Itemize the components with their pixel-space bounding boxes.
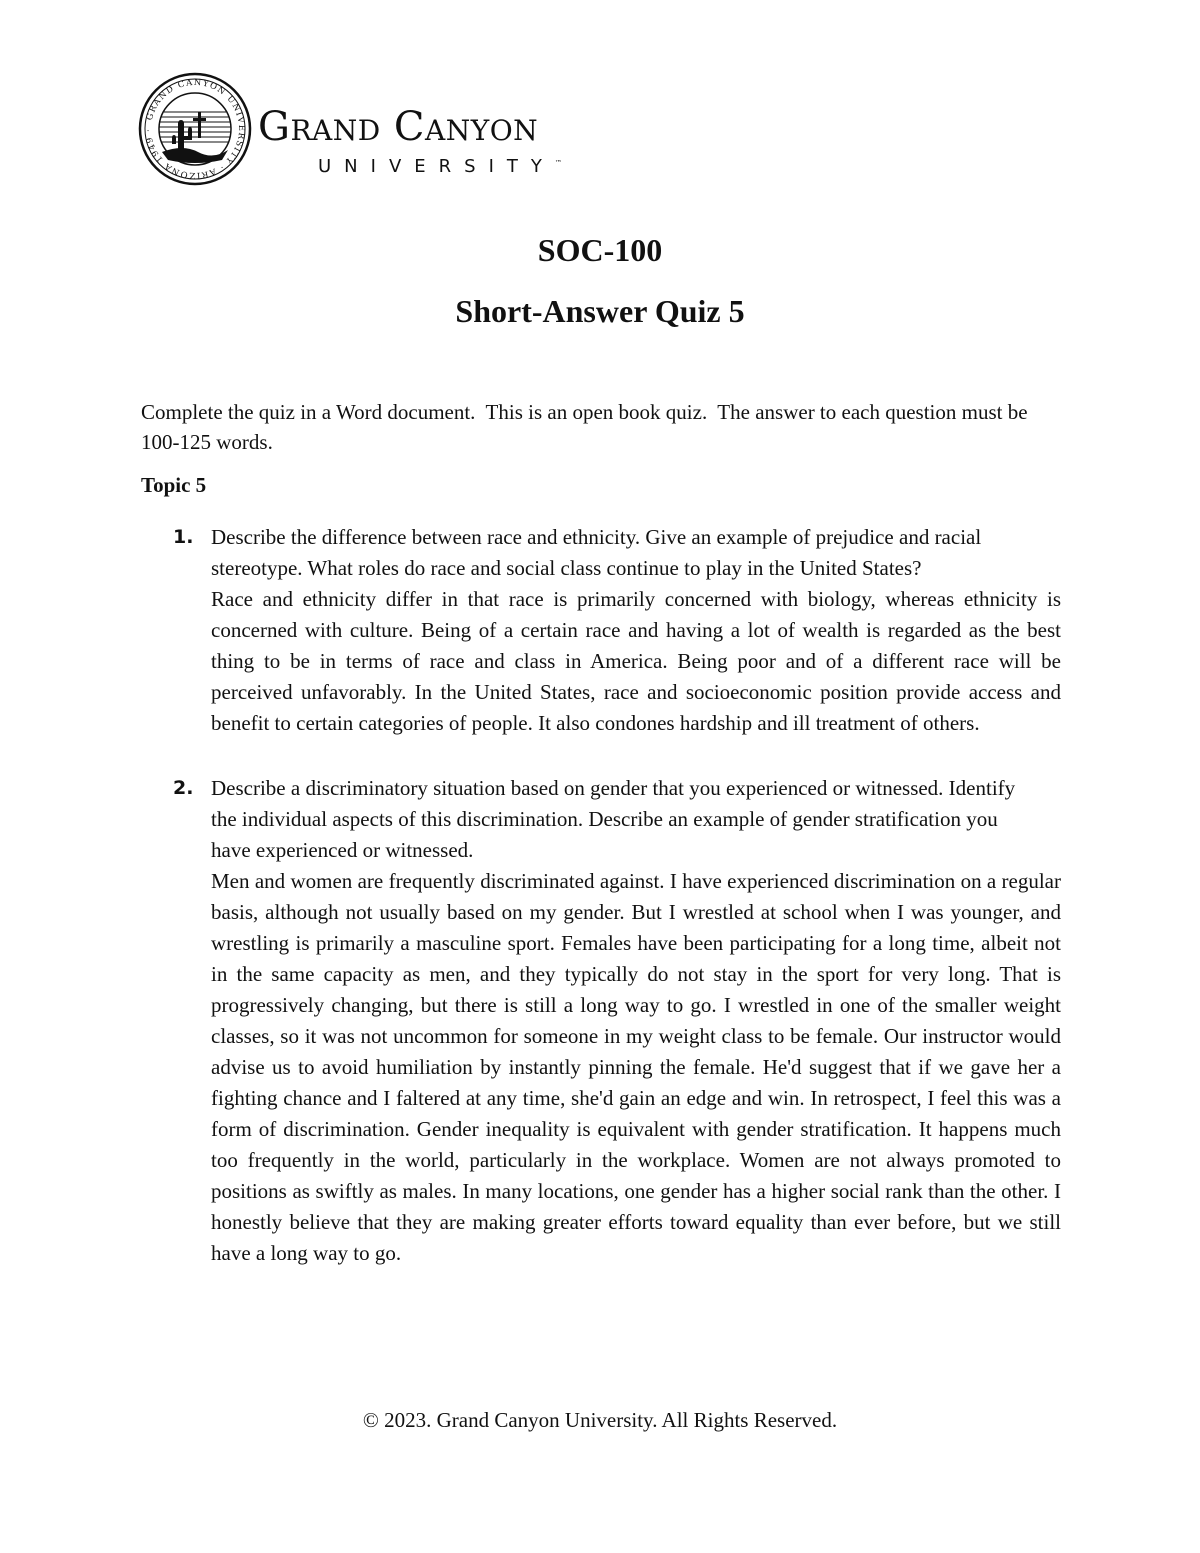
course-code-heading: SOC-100 — [537, 232, 663, 268]
question-answer: Men and women are frequently discriminated against. I have experienced discrimination on a regular basis, although not usually based on my gender. But I wrestled at school when I was younger, and wrestling is primarily a masculine sport. Females have been participating for a long time, albeit not in the same capacity as men, and they typically do not stay in the sport for very long. That is progressively changing, but there is still a long way to go. I wrestled in one of the smaller weight classes, so it was not uncommon for someone in my weight class to be female. Our instructor would advise us to avoid humiliation by instantly pinning the female. He'd suggest that if we gave her a fighting chance and I faltered at any time, she'd gain an edge and win. In retrospect, I feel this was a form of discrimination. Gender inequality is equivalent with gender stratification. It happens much too frequently in the world, particularly in the workplace. Women are not always promoted to positions as swiftly as males. In many locations, one gender has a higher social rank than the other. I honestly believe that they are making greater efforts toward equality than ever before, but we still have a long way to go. — [211, 869, 1061, 1265]
logo-subtitle: UNIVERSITY™ — [318, 156, 562, 177]
question-list — [141, 522, 1061, 1269]
question-prompt: Describe a discriminatory situation based on gender that you experienced or witnessed. Identify the individual aspects of this discrimination. Describe an example of gender stratification you have experienced or witnessed. — [211, 776, 1016, 862]
question-item — [141, 522, 1061, 739]
topic-heading: Topic 5 — [141, 473, 207, 497]
quiz-title-heading: Short-Answer Quiz 5 — [455, 293, 745, 329]
trademark-mark: ™ — [554, 159, 562, 167]
question-answer: Race and ethnicity differ in that race is primarily concerned with biology, whereas ethnicity is concerned with culture. Being of a certain race and having a lot of wealth is regarded as the best thing to be in terms of race and class in America. Being poor and of a different race will be perceived unfavorably. In the United States, race and socioeconomic position provide access and benefit to certain categories of people. It also condones hardship and ill treatment of others. — [211, 587, 1061, 735]
copyright-footer: © 2023. Grand Canyon University. All Rights Reserved. — [362, 1408, 838, 1432]
logo-name: Grand Canyon — [258, 104, 539, 150]
question-number: 1. — [173, 526, 194, 548]
question-number: 2. — [173, 777, 194, 799]
university-wordmark — [258, 104, 618, 184]
quiz-instructions: Complete the quiz in a Word document. This is an open book quiz. The answer to each question must be 100-125 words. — [141, 400, 1033, 454]
svg-text:GRAND CANYON UNIVERSITY · ARIZ: GRAND CANYON UNIVERSITY · ARIZONA 1949 · — [143, 77, 247, 181]
university-logo — [138, 72, 618, 188]
university-seal-icon — [138, 72, 252, 186]
question-item — [141, 773, 1061, 1269]
question-prompt: Describe the difference between race and ethnicity. Give an example of prejudice and racial stereotype. What roles do race and social class continue to play in the United States? — [211, 525, 982, 580]
